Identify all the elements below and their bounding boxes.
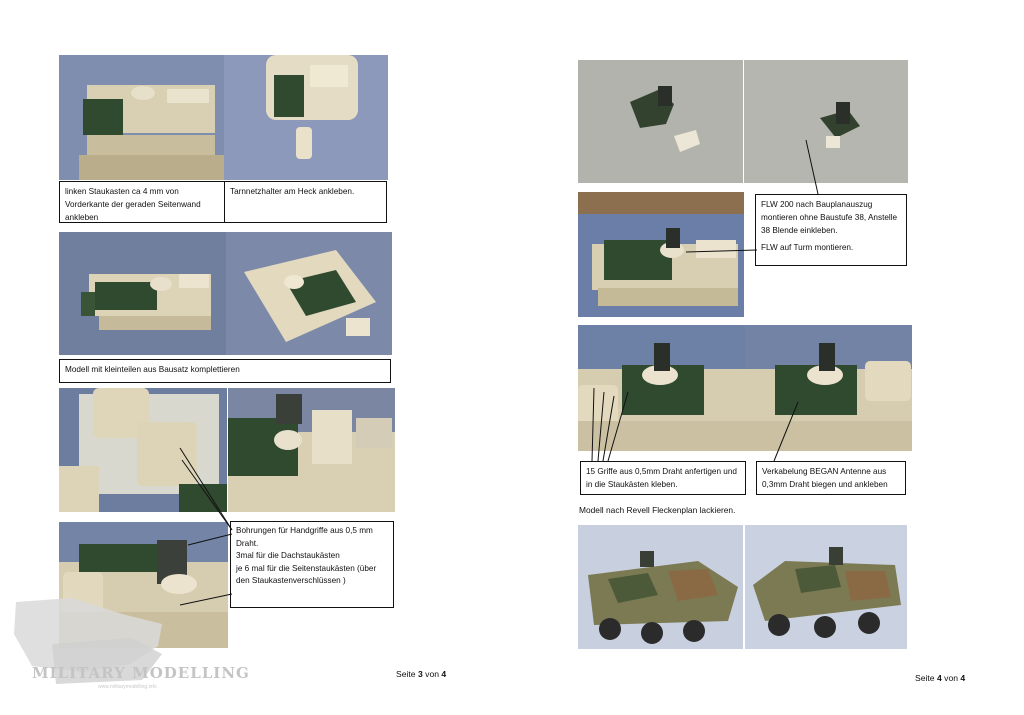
photo-model-rear-view bbox=[226, 232, 392, 355]
caption-box-5a bbox=[580, 461, 746, 495]
caption-15-handles: 15 Griffe aus 0,5mm Draht anfertigen und in die Staukästen kleben. bbox=[586, 467, 737, 489]
watermark-title: MILITARY MODELLING bbox=[32, 664, 250, 682]
page-total: 4 bbox=[960, 673, 966, 683]
caption-box-3 bbox=[230, 521, 394, 608]
caption-roof-boxes: 3mal für die Dachstaukästen bbox=[236, 551, 340, 560]
caption-side-boxes: je 6 mal für die Seitenstaukästen (über den Staukastenverschlüssen ) bbox=[236, 563, 377, 585]
caption-box-2 bbox=[59, 359, 391, 383]
photo-roof-stowage-closeup bbox=[59, 388, 227, 512]
watermark-url: www.militarymodelling.info bbox=[98, 684, 157, 690]
caption-stowage-box: linken Staukasten ca 4 mm von Vorderkante der geraden Seitenwand ankleben bbox=[60, 182, 225, 222]
page-footer-left: Seite 3 von 4 bbox=[396, 669, 447, 679]
photo-handles-left bbox=[578, 325, 745, 451]
caption-box-4 bbox=[755, 194, 907, 266]
page-number: 3 bbox=[417, 669, 423, 679]
photo-hull-rear-top bbox=[224, 55, 388, 180]
photo-finished-model-rear bbox=[745, 525, 907, 649]
photo-flw200-parts bbox=[578, 60, 743, 183]
caption-complete-model: Modell mit kleinteilen aus Bausatz komplettieren bbox=[65, 365, 240, 374]
caption-box-5b bbox=[756, 461, 906, 495]
caption-handle-holes: Bohrungen für Handgriffe aus 0,5 mm Draht. bbox=[236, 526, 373, 548]
page-total: 4 bbox=[441, 669, 447, 679]
caption-flw-on-turret: FLW auf Turm montieren. bbox=[761, 243, 854, 252]
caption-antenna-cabling: Verkabelung BEGAN Antenne aus 0,3mm Draht biegen und ankleben bbox=[762, 467, 888, 489]
photo-flw200-assembled bbox=[744, 60, 908, 183]
photo-finished-model-front bbox=[578, 525, 743, 649]
caption-paint-scheme: Modell nach Revell Fleckenplan lackieren. bbox=[579, 505, 736, 515]
page-footer-right: Seite 4 von 4 bbox=[915, 673, 966, 683]
caption-camo-net-holder: Tarnnetzhalter am Heck ankleben. bbox=[230, 187, 355, 196]
caption-box-1 bbox=[59, 181, 387, 223]
photo-antenna-wiring bbox=[745, 325, 912, 451]
caption-flw200-assembly: FLW 200 nach Bauplanauszug montieren ohne Baustufe 38, Anstelle 38 Blende einkleben. bbox=[761, 200, 898, 235]
photo-flw-on-turret bbox=[578, 192, 744, 317]
page-number: 4 bbox=[936, 673, 942, 683]
photo-turret-stowage-closeup bbox=[228, 388, 395, 512]
photo-hull-left-side bbox=[59, 55, 224, 180]
photo-model-front-view bbox=[59, 232, 226, 355]
